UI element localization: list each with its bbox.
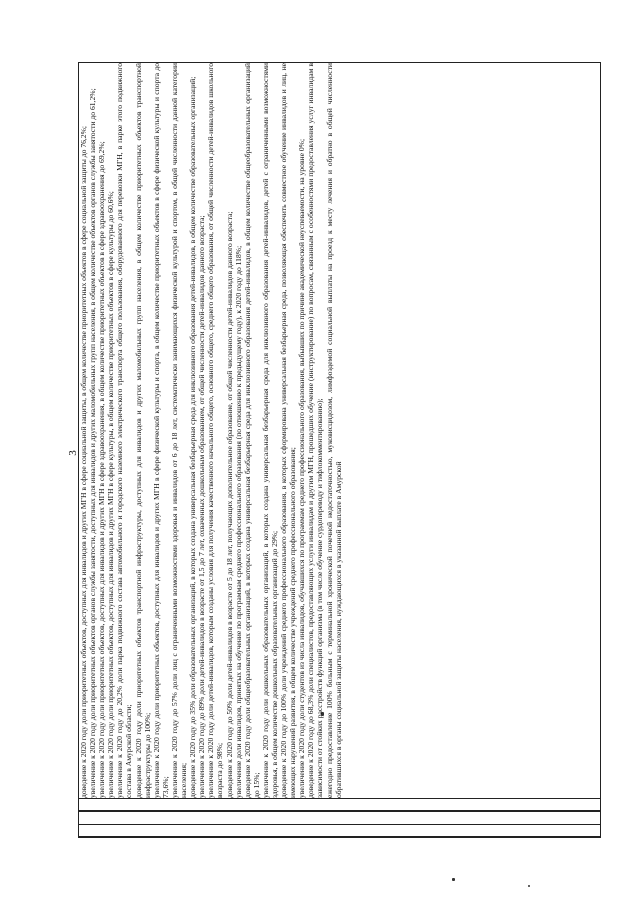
list-item: доведение к 2020 году до 35% доли образовательных организаций, в которых создана универсальная безбарьерная среда для инклюзивного образования детей-инвалидов, в общем количестве образовательных организаций; (188, 76, 198, 798)
list-item: доведение к 2020 году до 100% доли учреждений среднего профессионального образования, в которых сформирована универсальная безбарьерная среда, позволяющая обеспечить совместное обучение инвалидов и лиц, не имеющих нарушений развития, в общем количестве учреждений среднего профессионального образования; (279, 63, 298, 798)
list-item: увеличение к 2020 году до 20,2% доли парка подвижного состава автомобильного и городского наземного электрического транспорта общего пользования, оборудованного для перевозки МГН, в парке этого подвижного состава в Амурской области; (115, 63, 134, 798)
table-cell (79, 811, 601, 812)
list-item: увеличение к 2020 году доли приоритетных объектов, доступных для инвалидов и других МГН в сфере здравоохранения, в общем количестве приоритетных объектов в сфере здравоохранения до 69,2%; (97, 141, 107, 798)
results-cell (79, 63, 601, 799)
document-table (78, 62, 601, 838)
list-item: ежегодно предоставление 100% больным с терминальной хронической почечной недостаточностью, муковисцидозом, лимфоэдемой социальной выплаты на проезд к месту лечения и обратно в общей численности обратившихся в органы социальной защиты населения, нуждающихся в указанной выплате в Амурской (324, 63, 343, 798)
list-item: увеличение к 2020 году доли приоритетных объектов, доступных для инвалидов и других МГН в сфере физической культуры и спорта, в общем количестве приоритетных объектов в сфере физической культуры и спорта до 73,6%; (151, 63, 170, 798)
page-number: 3 (66, 450, 79, 456)
table-cell (79, 799, 601, 811)
list-item: доведение к 2020 году до 50% доли детей-инвалидов в возрасте от 5 до 18 лет, получающих дополнительное образование, от общей численности детей-инвалидов данного возраста; (224, 211, 234, 798)
list-item: увеличение к 2020 году доли приоритетных объектов органов службы занятости, доступных для инвалидов и других маломобильных групп населения, в общем количестве объектов органов службы занятости до 61,2%; (88, 88, 98, 798)
document-table-region (78, 62, 601, 838)
table-cell (79, 837, 601, 838)
list-item: доведение к 2020 году доли приоритетных объектов транспортной инфраструктуры, доступных для инвалидов и других маломобильных групп населения, в общем количестве приоритетных объектов транспортной инфраструктуры до 100%; (133, 63, 152, 798)
list-item: увеличение к 2020 году доли студентов из числа инвалидов, обучавшихся по программам среднего профессионального образования, выбывших по причине академической неуспеваемости, на уровне 0%; (297, 138, 307, 798)
scan-speck (452, 878, 455, 881)
list-item: увеличение к 2020 году до 57% доли лиц с ограниченными возможностями здоровья и инвалидов от 6 до 18 лет, систематически занимающихся физической культурой и спортом, в общей численности данной категории населения; (169, 63, 189, 798)
list-item: увеличение к 2020 году доли детей-инвалидов, которым созданы условия для получения качественного начального общего, основного общего, среднего общего образования, от общей численности детей-инвалидов школьного возраста до 98%; (206, 63, 225, 798)
table-cell (79, 825, 601, 837)
scan-speck (528, 885, 530, 887)
table-row (79, 63, 601, 838)
list-item: доведение к 2020 году доли общеобразовательных организаций, в которых создана универсальная безбарьерная среда для инклюзивного образования детей-инвалидов, в общем количестве общеобразовательных организаций до 15%; (242, 63, 261, 798)
list-item: увеличение к 2020 году до 89% доли детей-инвалидов в возрасте от 1,5 до 7 лет, охваченных дошкольным образованием, от общей численности детей-инвалидов данного возраста; (197, 215, 207, 798)
list-item: доведение к 2020 году до 68,3% доли специалистов, предоставляющих услуги инвалидам и другим МГН, прошедших обучение (инструктирование) по вопросам, связанным с особенностями предоставления услуг инвалидам в зависимости от стойких расстройств функций организма (в том числе обучение сурдопереводу и тифлокомментированию); (306, 63, 325, 798)
table-cell (79, 812, 601, 825)
list-item: увеличение к 2020 году доли дошкольных образовательных организаций, в которых создана универсальная безбарьерная среда для инклюзивного образования детей-инвалидов, детей с ограниченными возможностями здоровья, в общем количестве дошкольных образовательных организаций до 29%; (260, 63, 279, 798)
list-item: увеличение к 2020 году доли приоритетных объектов, доступных для инвалидов и других МГН в сфере культуры, в общем количестве приоритетных объектов в сфере культуры до 60,6%; (106, 191, 116, 798)
expected-results-list (79, 63, 600, 798)
list-item: доведение к 2020 году доли приоритетных объектов, доступных для инвалидов и других МГН в сфере социальной защиты, в общем количестве приоритетных объектов в сфере социальной защиты до 76,2%; (79, 125, 88, 798)
list-item: увеличение доли инвалидов, принятых на обучение по программам среднего профессионального образования (по отношению к предыдущему году), к 2020 году до 118%; (233, 245, 243, 798)
rotated-page (78, 62, 601, 838)
